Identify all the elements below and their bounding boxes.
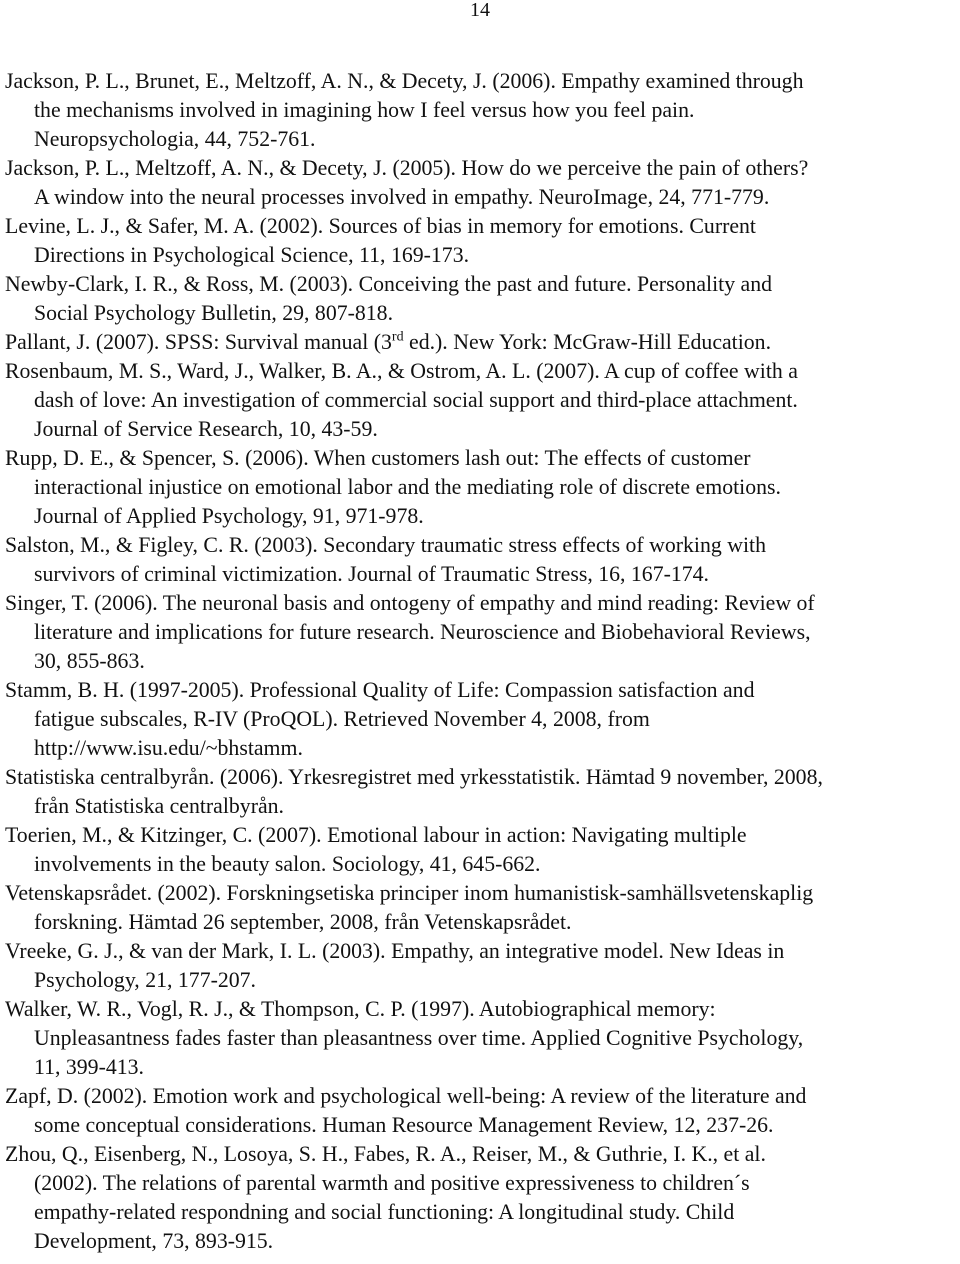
reference-entry: Salston, M., & Figley, C. R. (2003). Secondary traumatic stress effects of working with survivors of criminal victimization. Journal of Traumatic Stress, 16, 167-174.: [5, 533, 766, 586]
reference-entry: Toerien, M., & Kitzinger, C. (2007). Emotional labour in action: Navigating multiple involvements in the beauty salon. Sociology, 41, 645-662.: [5, 823, 747, 876]
reference-text: ed.). New York: McGraw-Hill Education.: [403, 330, 772, 354]
reference-entry: Jackson, P. L., Meltzoff, A. N., & Decety, J. (2005). How do we perceive the pain of others? A window into the neural processes involved in empathy. NeuroImage, 24, 771-779.: [5, 156, 809, 209]
reference-text: Pallant, J. (2007). SPSS: Survival manual (3: [5, 330, 392, 354]
reference-entry: Zapf, D. (2002). Emotion work and psychological well-being: A review of the literature and some conceptual considerations. Human Resource Management Review, 12, 237-26.: [5, 1084, 807, 1137]
reference-entry: Statistiska centralbyrån. (2006). Yrkesregistret med yrkesstatistik. Hämtad 9 november, 2008, från Statistiska centralbyrån.: [5, 765, 823, 818]
reference-entry: Rupp, D. E., & Spencer, S. (2006). When customers lash out: The effects of customer interactional injustice on emotional labor and the mediating role of discrete emotions. Journal of Applied Psychology, 91, 971-978.: [5, 446, 781, 528]
reference-entry: Levine, L. J., & Safer, M. A. (2002). Sources of bias in memory for emotions. Current Directions in Psychological Science, 11, 169-173.: [5, 214, 756, 267]
reference-entry: Jackson, P. L., Brunet, E., Meltzoff, A. N., & Decety, J. (2006). Empathy examined through the mechanisms involved in imagining how I feel versus how you feel pain. Neuropsychologia, 44, 752-761.: [5, 69, 804, 151]
reference-entry: Vetenskapsrådet. (2002). Forskningsetiska principer inom humanistisk-samhällsvetenskaplig forskning. Hämtad 26 september, 2008, från Vetenskapsrådet.: [5, 881, 814, 934]
reference-entry: Rosenbaum, M. S., Ward, J., Walker, B. A., & Ostrom, A. L. (2007). A cup of coffee with a dash of love: An investigation of commercial social support and third-place attachment. Journal of Service Research, 10, 43-59.: [5, 359, 798, 441]
reference-entry: Newby-Clark, I. R., & Ross, M. (2003). Conceiving the past and future. Personality and Social Psychology Bulletin, 29, 807-818.: [5, 272, 773, 325]
reference-entry: Vreeke, G. J., & van der Mark, I. L. (2003). Empathy, an integrative model. New Ideas in Psychology, 21, 177-207.: [5, 939, 785, 992]
page-number: 14: [470, 0, 490, 21]
reference-entry: Zhou, Q., Eisenberg, N., Losoya, S. H., Fabes, R. A., Reiser, M., & Guthrie, I. K., et al. (2002). The relations of parental warmth and positive expressiveness to children´s empathy-related respondning and social functioning: A longitudinal study. Child Development, 73, 893-915.: [5, 1142, 766, 1253]
reference-entry: Walker, W. R., Vogl, R. J., & Thompson, C. P. (1997). Autobiographical memory: Unpleasantness fades faster than pleasantness over time. Applied Cognitive Psychology, 11, 399-413.: [5, 997, 804, 1079]
reference-entry: Singer, T. (2006). The neuronal basis and ontogeny of empathy and mind reading: Review of literature and implications for future research. Neuroscience and Biobehavioral Reviews, 30, 855-863.: [5, 591, 815, 673]
reference-entry: Stamm, B. H. (1997-2005). Professional Quality of Life: Compassion satisfaction and fatigue subscales, R-IV (ProQOL). Retrieved November 4, 2008, from http://www.isu.edu/~bhstamm.: [5, 678, 755, 760]
reference-list: [5, 67, 955, 1256]
reference-entry: [5, 328, 955, 357]
reference-superscript: rd: [391, 329, 404, 345]
